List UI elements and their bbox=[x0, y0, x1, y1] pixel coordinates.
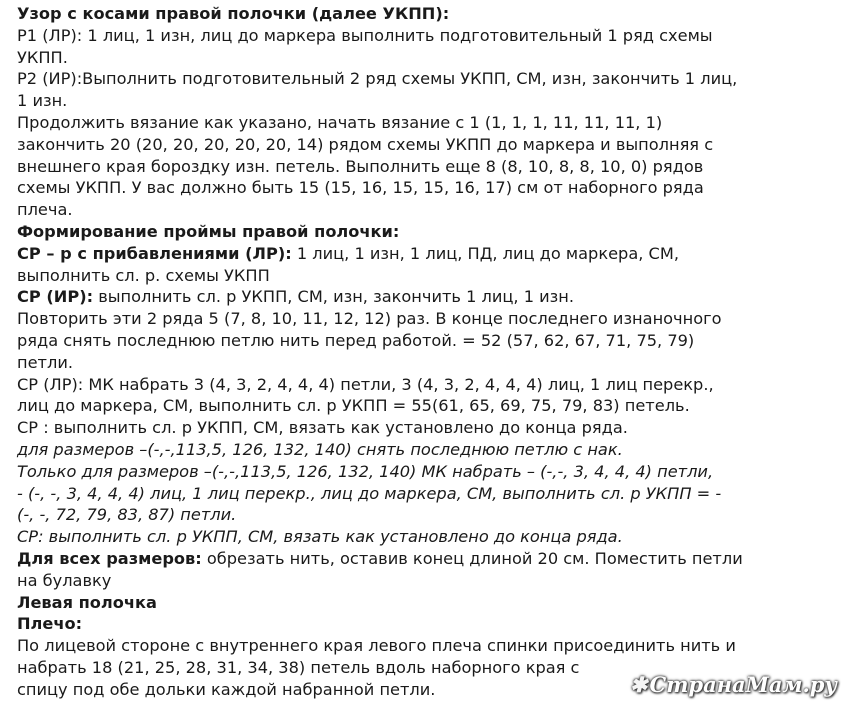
cp-right-side-line2: лиц до маркера, СМ, выполнить сл. р УКПП = 55(61, 65, 69, 75, 79, 83) петель. bbox=[17, 396, 690, 416]
cp-wrong-side-label: СР (ИР): bbox=[17, 287, 94, 307]
section-title: Узор с косами правой полочки (далее УКПП): bbox=[17, 4, 450, 23]
sizes-italic-line3: - (-, -, 3, 4, 4, 4) лиц, 1 лиц перекр., лиц до маркера, СМ, выполнить сл. р УКПП = - bbox=[17, 483, 722, 503]
sizes-italic-line4: (-, -, 72, 79, 83, 87) петли. bbox=[17, 505, 237, 525]
sizes-italic-line1: для размеров –(-,-,113,5, 126, 132, 140) снять последнюю петлю с нак. bbox=[17, 439, 623, 459]
row-p1-line1: P1 (ЛР): 1 лиц, 1 изн, лиц до маркера выполнить подготовительный 1 ряд схемы bbox=[17, 25, 713, 45]
cp-italic-line: СР: выполнить сл. р УКПП, СМ, вязать как установлено до конца ряда. bbox=[17, 527, 623, 547]
shoulder-heading: Плечо: bbox=[17, 614, 83, 634]
all-sizes-line1 bbox=[17, 548, 837, 570]
watermark-text: СтранаМам.ру bbox=[649, 672, 837, 698]
cp-increase-line2: выполнить сл. р. схемы УКПП bbox=[17, 265, 270, 285]
star-icon: ✱ bbox=[629, 672, 648, 698]
sizes-italic-line2: Только для размеров –(-,-,113,5, 126, 132, 140) МК набрать – (-,-, 3, 4, 4, 4) петли, bbox=[17, 461, 714, 481]
cp-wrong-side-line bbox=[17, 286, 837, 308]
continue-line5: плеча. bbox=[17, 200, 73, 220]
continue-line3: внешнего края бороздку изн. петель. Выполнить еще 8 (8, 10, 8, 8, 10, 0) рядов bbox=[17, 156, 704, 176]
shoulder-line3: спицу под обе дольки каждой набранной петли. bbox=[17, 679, 436, 699]
armhole-heading: Формирование проймы правой полочки: bbox=[17, 221, 400, 241]
all-sizes-text: обрезать нить, оставив конец длиной 20 см. Поместить петли bbox=[201, 548, 743, 568]
cp-increase-line1 bbox=[17, 243, 837, 265]
site-watermark bbox=[630, 674, 837, 696]
continue-line4: схемы УКПП. У вас должно быть 15 (15, 16, 15, 15, 16, 17) см от наборного ряда bbox=[17, 178, 704, 198]
repeat-line2: ряда снять последнюю петлю нить перед работой. = 52 (57, 62, 67, 71, 75, 79) bbox=[17, 330, 695, 350]
cp-right-side-line1: СР (ЛР): МК набрать 3 (4, 3, 2, 4, 4, 4) петли, 3 (4, 3, 2, 4, 4, 4) лиц, 1 лиц перекр., bbox=[17, 374, 714, 394]
row-p1-line2: УКПП. bbox=[17, 47, 68, 67]
cp-wrong-side-text: выполнить сл. р УКПП, СМ, изн, закончить 1 лиц, 1 изн. bbox=[93, 287, 575, 307]
shoulder-line1: По лицевой стороне с внутреннего края левого плеча спинки присоединить нить и bbox=[17, 636, 736, 656]
repeat-line1: Повторить эти 2 ряда 5 (7, 8, 10, 11, 12, 12) раз. В конце последнего изнаночного bbox=[17, 309, 722, 329]
all-sizes-label: Для всех размеров: bbox=[17, 548, 202, 568]
row-p2-line2: 1 изн. bbox=[17, 91, 68, 111]
cp-increase-text: 1 лиц, 1 изн, 1 лиц, ПД, лиц до маркера, СМ, bbox=[291, 243, 679, 263]
knitting-instructions bbox=[17, 3, 837, 701]
repeat-line3: петли. bbox=[17, 352, 73, 372]
continue-line1: Продолжить вязание как указано, начать вязание с 1 (1, 1, 1, 11, 11, 11, 1) bbox=[17, 112, 663, 132]
left-front-heading: Левая полочка bbox=[17, 592, 157, 612]
shoulder-line2: набрать 18 (21, 25, 28, 31, 34, 38) петель вдоль наборного края с bbox=[17, 657, 580, 677]
cp-increase-label: СР – р с прибавлениями (ЛР): bbox=[17, 243, 292, 263]
cp-all-line: СР : выполнить сл. р УКПП, СМ, вязать как установлено до конца ряда. bbox=[17, 418, 628, 438]
all-sizes-line2: на булавку bbox=[17, 570, 112, 590]
row-p2-line1: Р2 (ИР):Выполнить подготовительный 2 ряд схемы УКПП, СМ, изн, закончить 1 лиц, bbox=[17, 69, 738, 89]
continue-line2: закончить 20 (20, 20, 20, 20, 20, 14) рядом схемы УКПП до маркера и выполняя с bbox=[17, 134, 714, 154]
